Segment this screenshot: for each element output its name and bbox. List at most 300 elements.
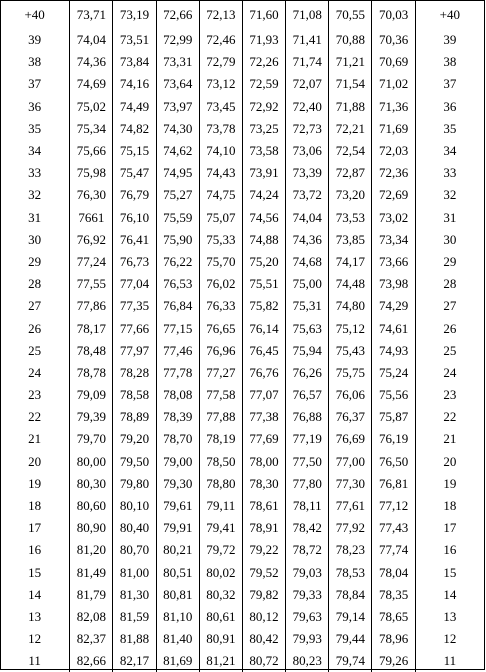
table-row [0,184,484,206]
value-cell: 75,43 [329,340,372,362]
value-cell: 75,63 [286,317,329,339]
value-cell: 75,12 [329,317,372,339]
row-label-right: 28 [415,273,484,295]
row-label-right: 34 [415,140,484,162]
value-cell: 78,65 [372,606,415,628]
table-row [0,29,484,51]
value-cell: 73,84 [113,51,156,73]
row-label-right: 32 [415,184,484,206]
value-cell: 71,69 [372,118,415,140]
value-cell: 80,30 [70,473,113,495]
value-cell: 77,43 [372,517,415,539]
value-cell: 77,38 [242,406,285,428]
value-cell: 70,36 [372,29,415,51]
value-cell: 79,50 [113,451,156,473]
table-row [0,650,484,672]
value-cell: 78,91 [242,517,285,539]
row-label-right: 31 [415,207,484,229]
value-cell: 81,30 [113,584,156,606]
value-cell: 74,04 [70,29,113,51]
value-cell: 78,50 [199,451,242,473]
value-cell: 80,21 [156,539,199,561]
table-row [0,562,484,584]
value-cell: 76,26 [286,362,329,384]
value-cell: 79,74 [329,650,372,672]
value-cell: 77,88 [199,406,242,428]
value-cell: 81,69 [156,650,199,672]
value-cell: 70,55 [329,0,372,29]
value-cell: 73,34 [372,229,415,251]
row-label-left: 16 [0,539,70,561]
value-cell: 72,40 [286,96,329,118]
value-cell: 77,86 [70,295,113,317]
value-cell: 76,45 [242,340,285,362]
row-label-left: 17 [0,517,70,539]
value-cell: 82,08 [70,606,113,628]
row-label-left: 28 [0,273,70,295]
value-cell: 74,62 [156,140,199,162]
row-label-right: 38 [415,51,484,73]
value-cell: 75,98 [70,162,113,184]
row-label-left: 25 [0,340,70,362]
value-cell: 79,80 [113,473,156,495]
value-cell: 80,02 [199,562,242,584]
value-cell: 76,73 [113,251,156,273]
row-label-left: +40 [0,0,70,29]
value-cell: 81,79 [70,584,113,606]
row-label-right: 23 [415,384,484,406]
value-cell: 74,10 [199,140,242,162]
row-label-right: 26 [415,317,484,339]
value-cell: 81,20 [70,539,113,561]
value-cell: 73,45 [199,96,242,118]
value-cell: 76,84 [156,295,199,317]
value-cell: 71,88 [329,96,372,118]
value-cell: 77,55 [70,273,113,295]
value-cell: 76,22 [156,251,199,273]
value-cell: 72,73 [286,118,329,140]
value-cell: 71,08 [286,0,329,29]
value-cell: 79,41 [199,517,242,539]
value-cell: 75,24 [372,362,415,384]
value-cell: 76,65 [199,317,242,339]
table-row [0,0,484,29]
value-cell: 74,69 [70,73,113,95]
value-cell: 79,26 [372,650,415,672]
value-cell: 70,03 [372,0,415,29]
row-label-left: 26 [0,317,70,339]
value-cell: 77,92 [329,517,372,539]
value-cell: 74,43 [199,162,242,184]
value-cell: 79,44 [329,628,372,650]
value-cell: 74,88 [242,229,285,251]
value-cell: 75,51 [242,273,285,295]
table-row [0,584,484,606]
row-label-right: 20 [415,451,484,473]
value-cell: 75,87 [372,406,415,428]
value-cell: 79,39 [70,406,113,428]
value-cell: 75,94 [286,340,329,362]
value-cell: 80,12 [242,606,285,628]
value-cell: 80,42 [242,628,285,650]
value-cell: 75,15 [113,140,156,162]
row-label-right: 21 [415,428,484,450]
value-cell: 74,49 [113,96,156,118]
value-cell: 72,79 [199,51,242,73]
value-cell: 79,09 [70,384,113,406]
value-cell: 75,70 [199,251,242,273]
value-cell: 73,51 [113,29,156,51]
value-cell: 78,28 [113,362,156,384]
value-cell: 78,78 [70,362,113,384]
row-label-left: 15 [0,562,70,584]
value-cell: 77,69 [242,428,285,450]
value-cell: 72,36 [372,162,415,184]
value-cell: 74,82 [113,118,156,140]
value-cell: 77,46 [156,340,199,362]
row-label-left: 30 [0,229,70,251]
table-row [0,517,484,539]
row-label-left: 18 [0,495,70,517]
row-label-left: 37 [0,73,70,95]
row-label-right: 35 [415,118,484,140]
row-label-left: 32 [0,184,70,206]
value-cell: 77,58 [199,384,242,406]
value-cell: 72,99 [156,29,199,51]
value-cell: 75,20 [242,251,285,273]
value-cell: 76,50 [372,451,415,473]
value-cell: 77,80 [286,473,329,495]
table-row [0,207,484,229]
value-cell: 79,72 [199,539,242,561]
value-cell: 78,08 [156,384,199,406]
value-cell: 79,70 [70,428,113,450]
value-cell: 75,75 [329,362,372,384]
value-cell: 74,24 [242,184,285,206]
value-cell: 72,69 [372,184,415,206]
row-label-right: 12 [415,628,484,650]
value-cell: 72,54 [329,140,372,162]
value-cell: 74,16 [113,73,156,95]
row-label-left: 39 [0,29,70,51]
value-cell: 77,00 [329,451,372,473]
row-label-right: 37 [415,73,484,95]
value-cell: 75,00 [286,273,329,295]
value-cell: 72,92 [242,96,285,118]
value-cell: 78,04 [372,562,415,584]
value-cell: 79,91 [156,517,199,539]
value-cell: 80,00 [70,451,113,473]
row-label-right: 11 [415,650,484,672]
value-cell: 75,47 [113,162,156,184]
value-cell: 74,30 [156,118,199,140]
value-cell: 78,72 [286,539,329,561]
value-cell: 72,13 [199,0,242,29]
row-label-left: 13 [0,606,70,628]
value-cell: 74,93 [372,340,415,362]
value-cell: 77,74 [372,539,415,561]
row-label-right: 36 [415,96,484,118]
value-cell: 81,21 [199,650,242,672]
value-cell: 76,53 [156,273,199,295]
table-row [0,317,484,339]
value-cell: 80,90 [70,517,113,539]
value-cell: 81,40 [156,628,199,650]
value-cell: 80,10 [113,495,156,517]
value-cell: 71,21 [329,51,372,73]
row-label-left: 23 [0,384,70,406]
value-cell: 80,60 [70,495,113,517]
value-cell: 81,00 [113,562,156,584]
table-row [0,140,484,162]
value-cell: 74,36 [70,51,113,73]
row-label-right: 22 [415,406,484,428]
value-cell: 73,66 [372,251,415,273]
row-label-left: 34 [0,140,70,162]
value-cell: 73,58 [242,140,285,162]
value-cell: 74,48 [329,273,372,295]
value-cell: 78,35 [372,584,415,606]
value-cell: 74,75 [199,184,242,206]
value-cell: 76,02 [199,273,242,295]
value-cell: 81,59 [113,606,156,628]
value-cell: 74,04 [286,207,329,229]
value-cell: 79,22 [242,539,285,561]
value-cell: 78,84 [329,584,372,606]
row-label-left: 31 [0,207,70,229]
value-cell: 77,35 [113,295,156,317]
value-cell: 76,33 [199,295,242,317]
value-cell: 74,36 [286,229,329,251]
value-cell: 75,07 [199,207,242,229]
value-cell: 73,06 [286,140,329,162]
value-cell: 78,70 [156,428,199,450]
value-cell: 76,19 [372,428,415,450]
value-cell: 80,32 [199,584,242,606]
value-cell: 79,93 [286,628,329,650]
value-cell: 82,37 [70,628,113,650]
row-label-right: 17 [415,517,484,539]
value-cell: 74,56 [242,207,285,229]
value-cell: 78,17 [70,317,113,339]
row-label-left: 21 [0,428,70,450]
row-label-left: 35 [0,118,70,140]
value-cell: 79,61 [156,495,199,517]
table-row [0,51,484,73]
value-cell: 75,02 [70,96,113,118]
table-row [0,96,484,118]
row-label-right: 29 [415,251,484,273]
value-cell: 79,11 [199,495,242,517]
value-cell: 77,30 [329,473,372,495]
table-row [0,162,484,184]
row-label-left: 24 [0,362,70,384]
value-cell: 78,00 [242,451,285,473]
row-label-left: 36 [0,96,70,118]
value-cell: 73,64 [156,73,199,95]
value-cell: 76,76 [242,362,285,384]
value-cell: 78,42 [286,517,329,539]
row-label-left: 11 [0,650,70,672]
value-cell: 76,30 [70,184,113,206]
row-label-right: 16 [415,539,484,561]
table-row [0,451,484,473]
value-cell: 76,96 [199,340,242,362]
row-label-right: 27 [415,295,484,317]
value-cell: 78,89 [113,406,156,428]
value-cell: 75,66 [70,140,113,162]
value-cell: 79,30 [156,473,199,495]
row-label-right: 18 [415,495,484,517]
value-cell: 77,24 [70,251,113,273]
value-cell: 72,59 [242,73,285,95]
value-cell: 71,36 [372,96,415,118]
value-cell: 80,81 [156,584,199,606]
row-label-right: 13 [415,606,484,628]
table-row [0,384,484,406]
value-cell: 80,23 [286,650,329,672]
row-label-left: 22 [0,406,70,428]
value-cell: 79,52 [242,562,285,584]
table-row [0,495,484,517]
value-cell: 73,72 [286,184,329,206]
row-label-right: 14 [415,584,484,606]
value-cell: 73,78 [199,118,242,140]
value-cell: 77,61 [329,495,372,517]
value-cell: 74,61 [372,317,415,339]
value-cell: 78,96 [372,628,415,650]
value-cell: 78,58 [113,384,156,406]
value-cell: 80,61 [199,606,242,628]
value-cell: 74,80 [329,295,372,317]
row-label-right: 24 [415,362,484,384]
value-cell: 78,11 [286,495,329,517]
value-cell: 71,93 [242,29,285,51]
value-cell: 73,39 [286,162,329,184]
value-cell: 76,88 [286,406,329,428]
value-cell: 73,98 [372,273,415,295]
value-cell: 70,88 [329,29,372,51]
value-cell: 79,33 [286,584,329,606]
row-label-right: 39 [415,29,484,51]
value-cell: 79,20 [113,428,156,450]
value-cell: 78,23 [329,539,372,561]
table-row [0,406,484,428]
value-cell: 73,71 [70,0,113,29]
value-cell: 73,31 [156,51,199,73]
value-cell: 82,17 [113,650,156,672]
value-cell: 77,07 [242,384,285,406]
value-cell: 76,92 [70,229,113,251]
value-cell: 71,41 [286,29,329,51]
value-cell: 76,14 [242,317,285,339]
value-cell: 75,34 [70,118,113,140]
value-cell: 79,14 [329,606,372,628]
value-cell: 80,51 [156,562,199,584]
value-cell: 71,54 [329,73,372,95]
value-cell: 75,82 [242,295,285,317]
value-cell: 76,06 [329,384,372,406]
value-cell: 77,50 [286,451,329,473]
value-cell: 73,97 [156,96,199,118]
value-cell: 78,30 [242,473,285,495]
value-cell: 75,33 [199,229,242,251]
row-label-left: 12 [0,628,70,650]
value-cell: 71,60 [242,0,285,29]
value-cell: 78,53 [329,562,372,584]
table-row [0,251,484,273]
row-label-left: 33 [0,162,70,184]
value-cell: 79,00 [156,451,199,473]
value-cell: 75,56 [372,384,415,406]
row-label-right: 15 [415,562,484,584]
value-cell: 70,69 [372,51,415,73]
table-row [0,73,484,95]
value-cell: 76,41 [113,229,156,251]
value-cell: 74,29 [372,295,415,317]
value-cell: 78,80 [199,473,242,495]
value-cell: 73,12 [199,73,242,95]
value-cell: 80,91 [199,628,242,650]
row-label-right: 25 [415,340,484,362]
value-cell: 75,31 [286,295,329,317]
table-row [0,340,484,362]
row-label-right: 33 [415,162,484,184]
value-cell: 79,03 [286,562,329,584]
value-cell: 76,69 [329,428,372,450]
table-row [0,273,484,295]
row-label-right: +40 [415,0,484,29]
value-cell: 76,10 [113,207,156,229]
value-cell: 73,19 [113,0,156,29]
value-cell: 74,17 [329,251,372,273]
value-cell: 72,26 [242,51,285,73]
value-cell: 77,97 [113,340,156,362]
value-cell: 75,59 [156,207,199,229]
value-cell: 80,70 [113,539,156,561]
row-label-left: 14 [0,584,70,606]
value-cell: 73,85 [329,229,372,251]
value-cell: 81,49 [70,562,113,584]
value-cell: 73,91 [242,162,285,184]
value-cell: 77,66 [113,317,156,339]
value-cell: 75,27 [156,184,199,206]
row-label-left: 19 [0,473,70,495]
value-cell: 77,15 [156,317,199,339]
row-label-right: 19 [415,473,484,495]
table-row [0,628,484,650]
value-cell: 80,72 [242,650,285,672]
value-cell: 73,02 [372,207,415,229]
value-cell: 72,03 [372,140,415,162]
value-cell: 81,88 [113,628,156,650]
value-cell: 76,37 [329,406,372,428]
table-row [0,229,484,251]
value-cell: 72,66 [156,0,199,29]
value-cell: 81,10 [156,606,199,628]
value-cell: 76,81 [372,473,415,495]
table-row [0,362,484,384]
value-cell: 74,68 [286,251,329,273]
value-cell: 73,25 [242,118,285,140]
row-label-right: 30 [415,229,484,251]
value-cell: 73,20 [329,184,372,206]
value-cell: 74,95 [156,162,199,184]
value-cell: 79,63 [286,606,329,628]
table-row [0,539,484,561]
value-cell: 72,46 [199,29,242,51]
value-cell: 7661 [70,207,113,229]
